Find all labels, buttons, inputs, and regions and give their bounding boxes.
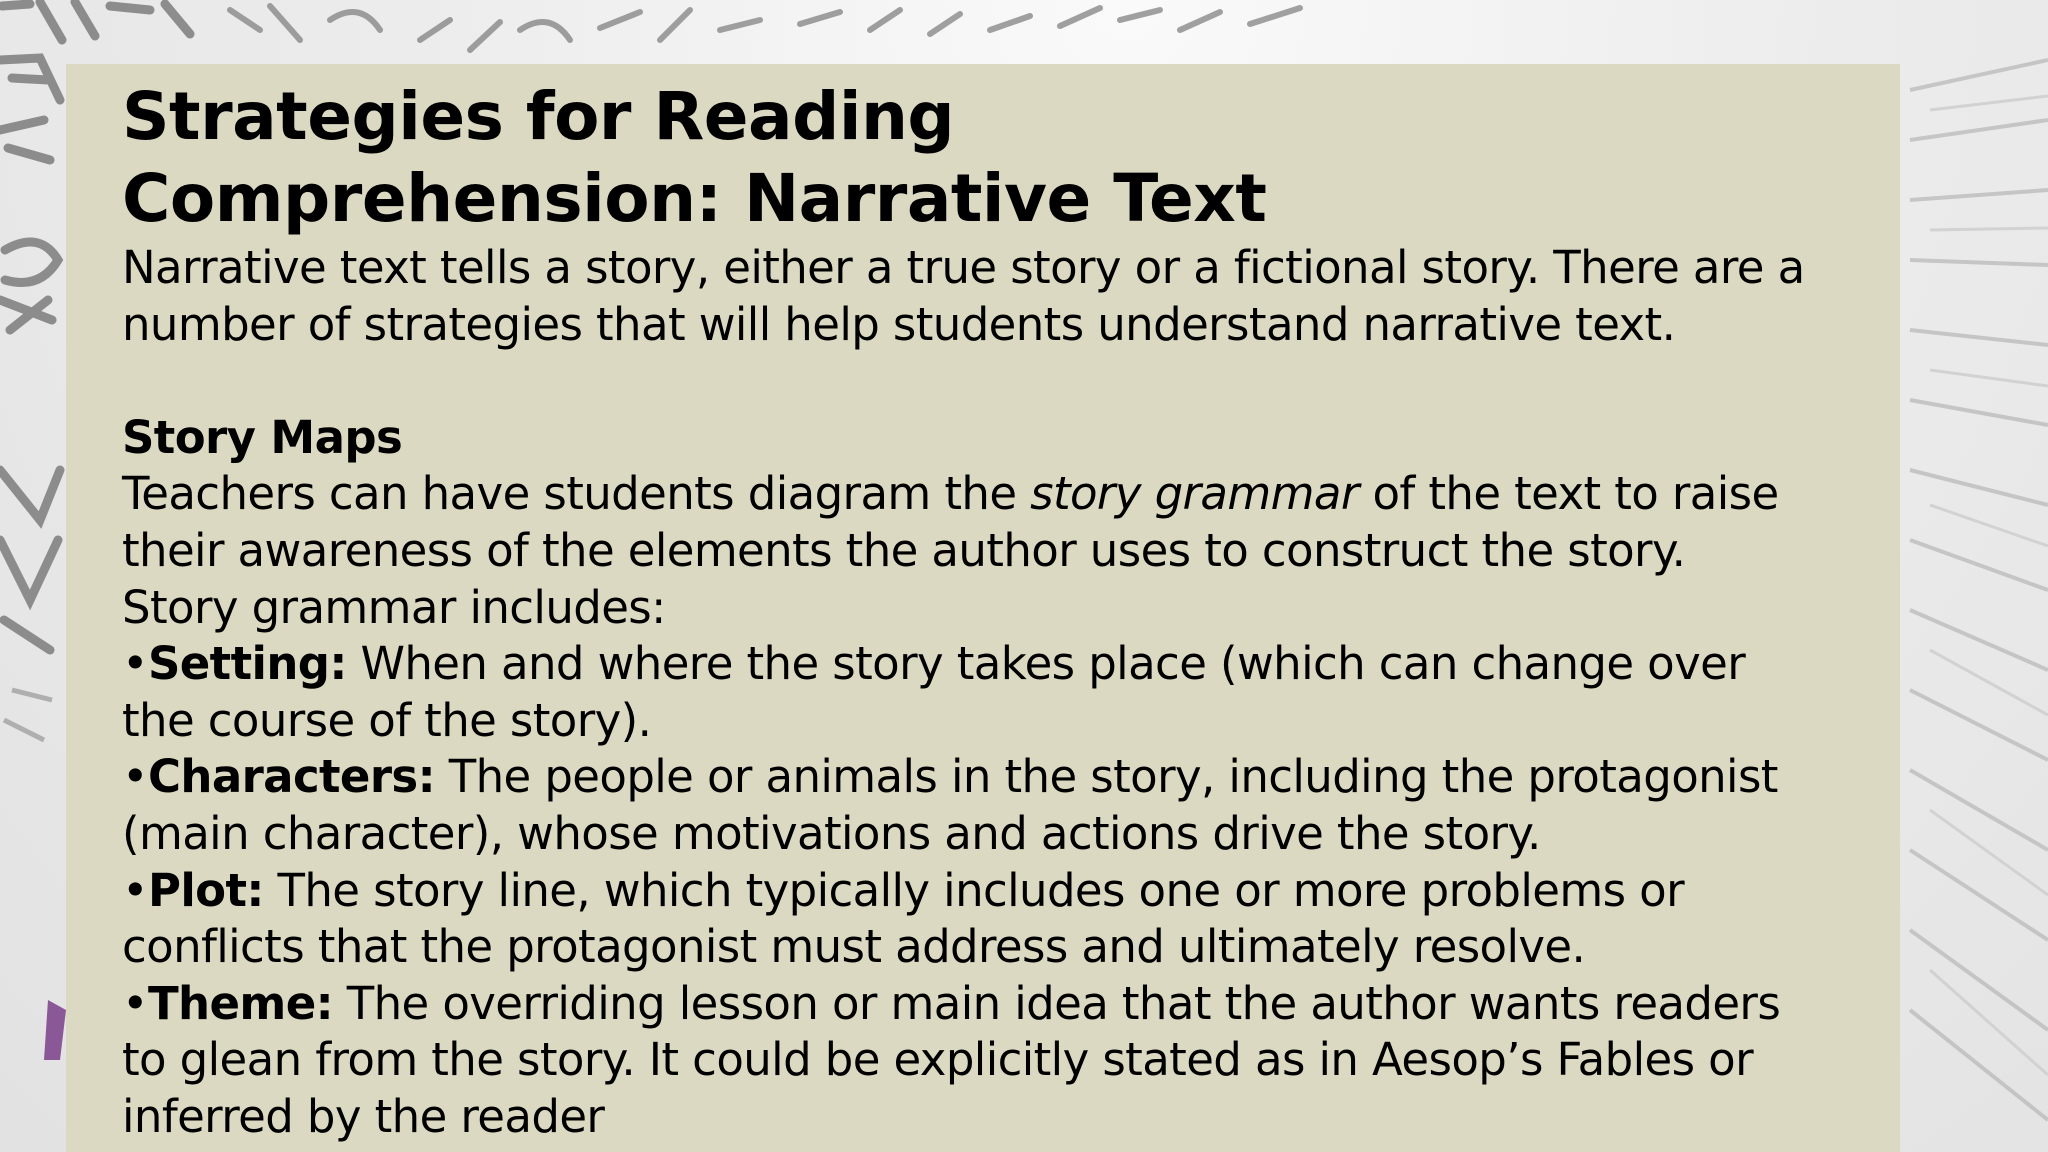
bullet-term: Setting: — [147, 637, 347, 691]
slide-body — [122, 240, 1822, 1146]
bullet-text: The overriding lesson or main idea that the author wants readers to glean from the story. It could be explicitly stated as in Aesop’s Fables or inferred by the reader — [122, 976, 1781, 1143]
bullet-term: Plot: — [147, 863, 264, 917]
section-heading: Story Maps — [122, 410, 403, 464]
bullet-text: The people or animals in the story, including the protagonist (main character), whose motivations and actions drive the story. — [122, 750, 1778, 860]
slide-content — [122, 76, 1822, 1146]
story-grammar-term: story grammar — [1030, 467, 1359, 521]
title-line-1: Strategies for Reading — [122, 78, 955, 155]
paragraph-spacer — [122, 353, 1822, 410]
bullet-term: Theme: — [147, 976, 334, 1030]
story-maps-paragraph — [122, 466, 1822, 579]
slide-title — [122, 76, 1822, 240]
paragraph-text-start: Teachers can have students diagram the — [122, 467, 1031, 521]
bullet-glyph: • — [122, 863, 148, 917]
bullet-setting — [122, 636, 1822, 749]
bullet-text: When and where the story takes place (which can change over the course of the story). — [122, 637, 1746, 747]
bullet-plot — [122, 863, 1822, 976]
bullet-glyph: • — [122, 976, 148, 1030]
bullet-theme — [122, 976, 1822, 1146]
intro-paragraph: Narrative text tells a story, either a true story or a fictional story. There are a number of strategies that will help students understand narrative text. — [122, 241, 1805, 351]
bullet-glyph: • — [122, 750, 148, 804]
title-line-2: Comprehension: Narrative Text — [122, 160, 1267, 237]
paragraph-text-end: of the text to raise their awareness of the elements the author uses to construct the story. — [122, 467, 1779, 577]
bullet-text: The story line, which typically includes one or more problems or conflicts that the protagonist must address and ultimately resolve. — [122, 863, 1684, 974]
includes-line: Story grammar includes: — [122, 580, 666, 634]
bullet-characters — [122, 749, 1822, 862]
bullet-term: Characters: — [147, 750, 436, 804]
bullet-glyph: • — [122, 637, 148, 691]
